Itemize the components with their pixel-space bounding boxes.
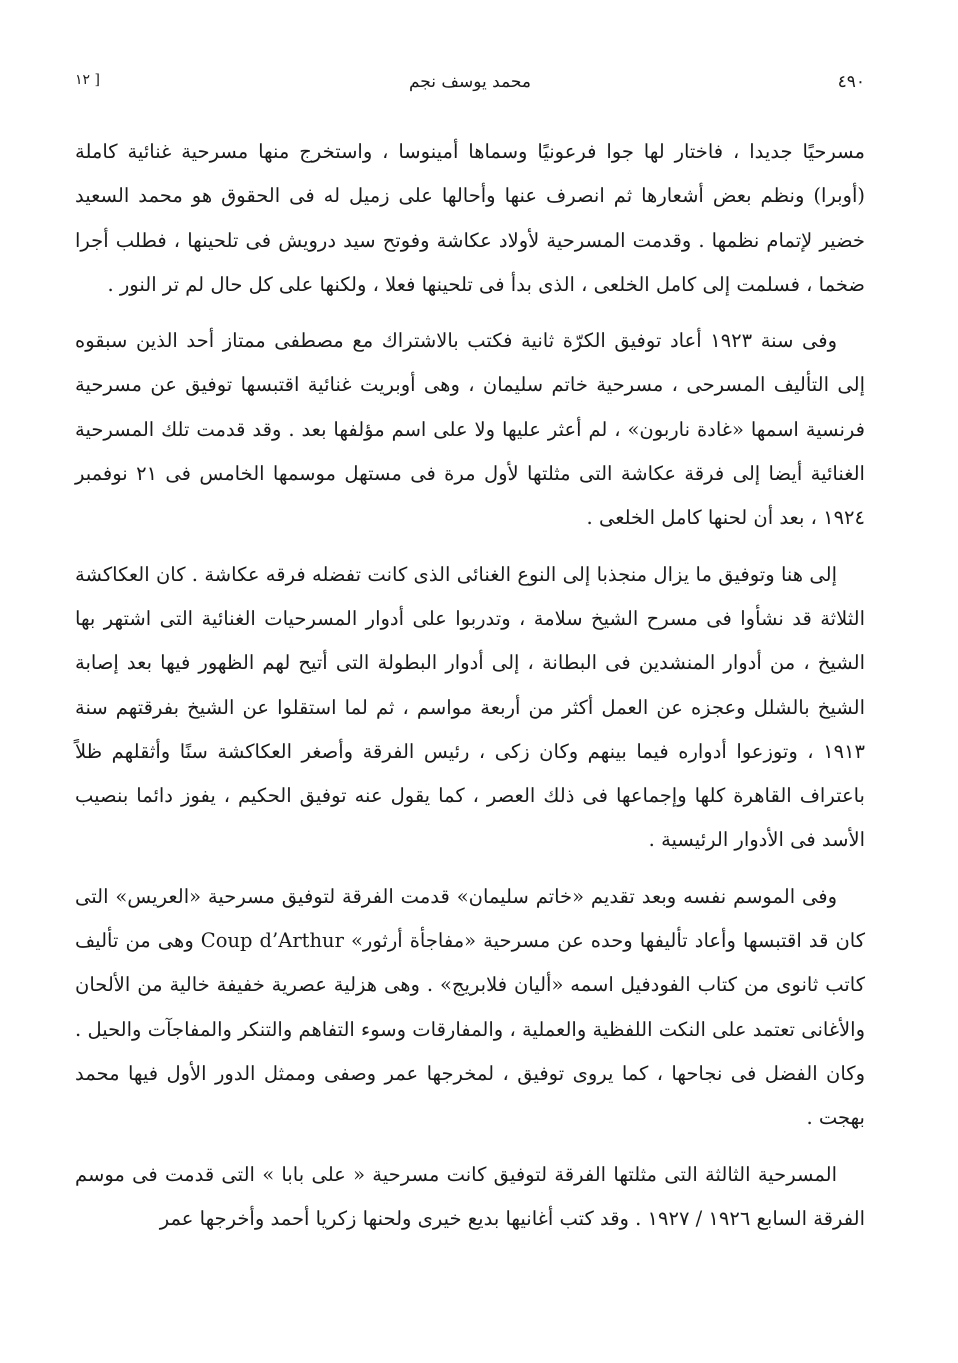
paragraph <box>75 875 865 1141</box>
paragraph: مسرحيًا جديدا ، فاختار لها جوا فرعونيًا وسماها أمينوسا ، واستخرج منها مسرحية غنائية كاملة (أوبرا) ونظم بعض أشعارها ثم انصرف عنها وأحالها على زميل له فى الحقوق هو محمد السعيد خضير لإتمام نظمها . وقدمت المسرحية لأولاد عكاشة وفوتح سيد درويش فى تلحينها ، فطلب أجرا ضخما ، فسلمت إلى كامل الخلعى ، الذى بدأ فى تلحينها فعلا ، ولكنها على كل حال لم تر النور . <box>75 140 865 296</box>
latin-title: Coup d’Arthur <box>200 929 344 953</box>
running-title: محمد يوسف نجم <box>408 72 531 92</box>
paragraph: المسرحية الثالثة التى مثلتها الفرقة لتوفيق كانت مسرحية « على بابا » التى قدمت فى موسم الفرقة السابع ١٩٢٦ / ١٩٢٧ . وقد كتب أغانيها بديع خيرى ولحنها زكريا أحمد وأخرجها عمر <box>75 1162 865 1230</box>
body-text <box>75 130 865 1253</box>
signature-mark: [ ١٢ <box>75 72 100 88</box>
paragraph: وفى سنة ١٩٢٣ أعاد توفيق الكرّة ثانية فكتب بالاشتراك مع مصطفى ممتاز أحد الذين سبقوه إلى التأليف المسرحى ، مسرحية خاتم سليمان ، وهى أوبريت غنائية اقتبسها توفيق عن مسرحية فرنسية اسمها «غادة ناربون» ، لم أعثر عليها ولا على اسم مؤلفها بعد . وقد قدمت تلك المسرحية الغنائية أيضا إلى فرقة عكاشة التى مثلتها لأول مرة فى مستهل موسمها الخامس فى ٢١ نوفمبر ١٩٢٤ ، بعد أن لحنها كامل الخلعى . <box>75 329 865 530</box>
paragraph-text: وفى الموسم نفسه وبعد تقديم «خاتم سليمان» قدمت الفرقة لتوفيق مسرحية «العريس» التى كان قد اقتبسها وأعاد تأليفها وحده عن مسرحية «مفاجأة أرثور» <box>75 884 865 953</box>
page-header <box>75 72 865 102</box>
paragraph-text: وهى من تأليف كاتب ثانوى من كتاب الفودفيل اسمه «أليان فلابريج» . وهى هزلية عصرية خفيفة خالية من الألحان والأغانى تعتمد على النكت اللفظية والعملية ، والمفارقات وسوء التفاهم والتنكر والمفاجآت والحيل . وكان الفضل فى نجاحها ، كما يروى توفيق ، لمخرجها عمر وصفى وممثل الدور الأول فيها محمد بهجت . <box>75 929 865 1130</box>
paragraph: إلى هنا وتوفيق ما يزال منجذبا إلى النوع الغنائى الذى كانت تفضله فرقه عكاشة . كان العكاكشة الثلاثة قد نشأوا فى مسرح الشيخ سلامة ، وتدربوا على أدوار المسرحيات الغنائية التى اشتهر بها الشيخ ، من أدوار المنشدين فى البطانة ، إلى أدوار البطولة التى أتيح لهم الظهور فيها بعد إصابة الشيخ بالشلل وعجزه عن العمل أكثر من أربعة مواسم ، ثم لما استقلوا عن الشيخ بفرقتهم سنة ١٩١٣ ، وتوزعوا أدواره فيما بينهم وكان زكى ، رئيس الفرقة وأصغر العكاكشة سنًا وأثقلهم ظلاً باعتراف القاهرة كلها وإجماعها فى ذلك العصر ، كما يقول عنه توفيق الحكيم ، يفوز دائما بنصيب الأسد فى الأدوار الرئيسية . <box>75 562 865 852</box>
page-number: ٤٩٠ <box>837 72 865 92</box>
